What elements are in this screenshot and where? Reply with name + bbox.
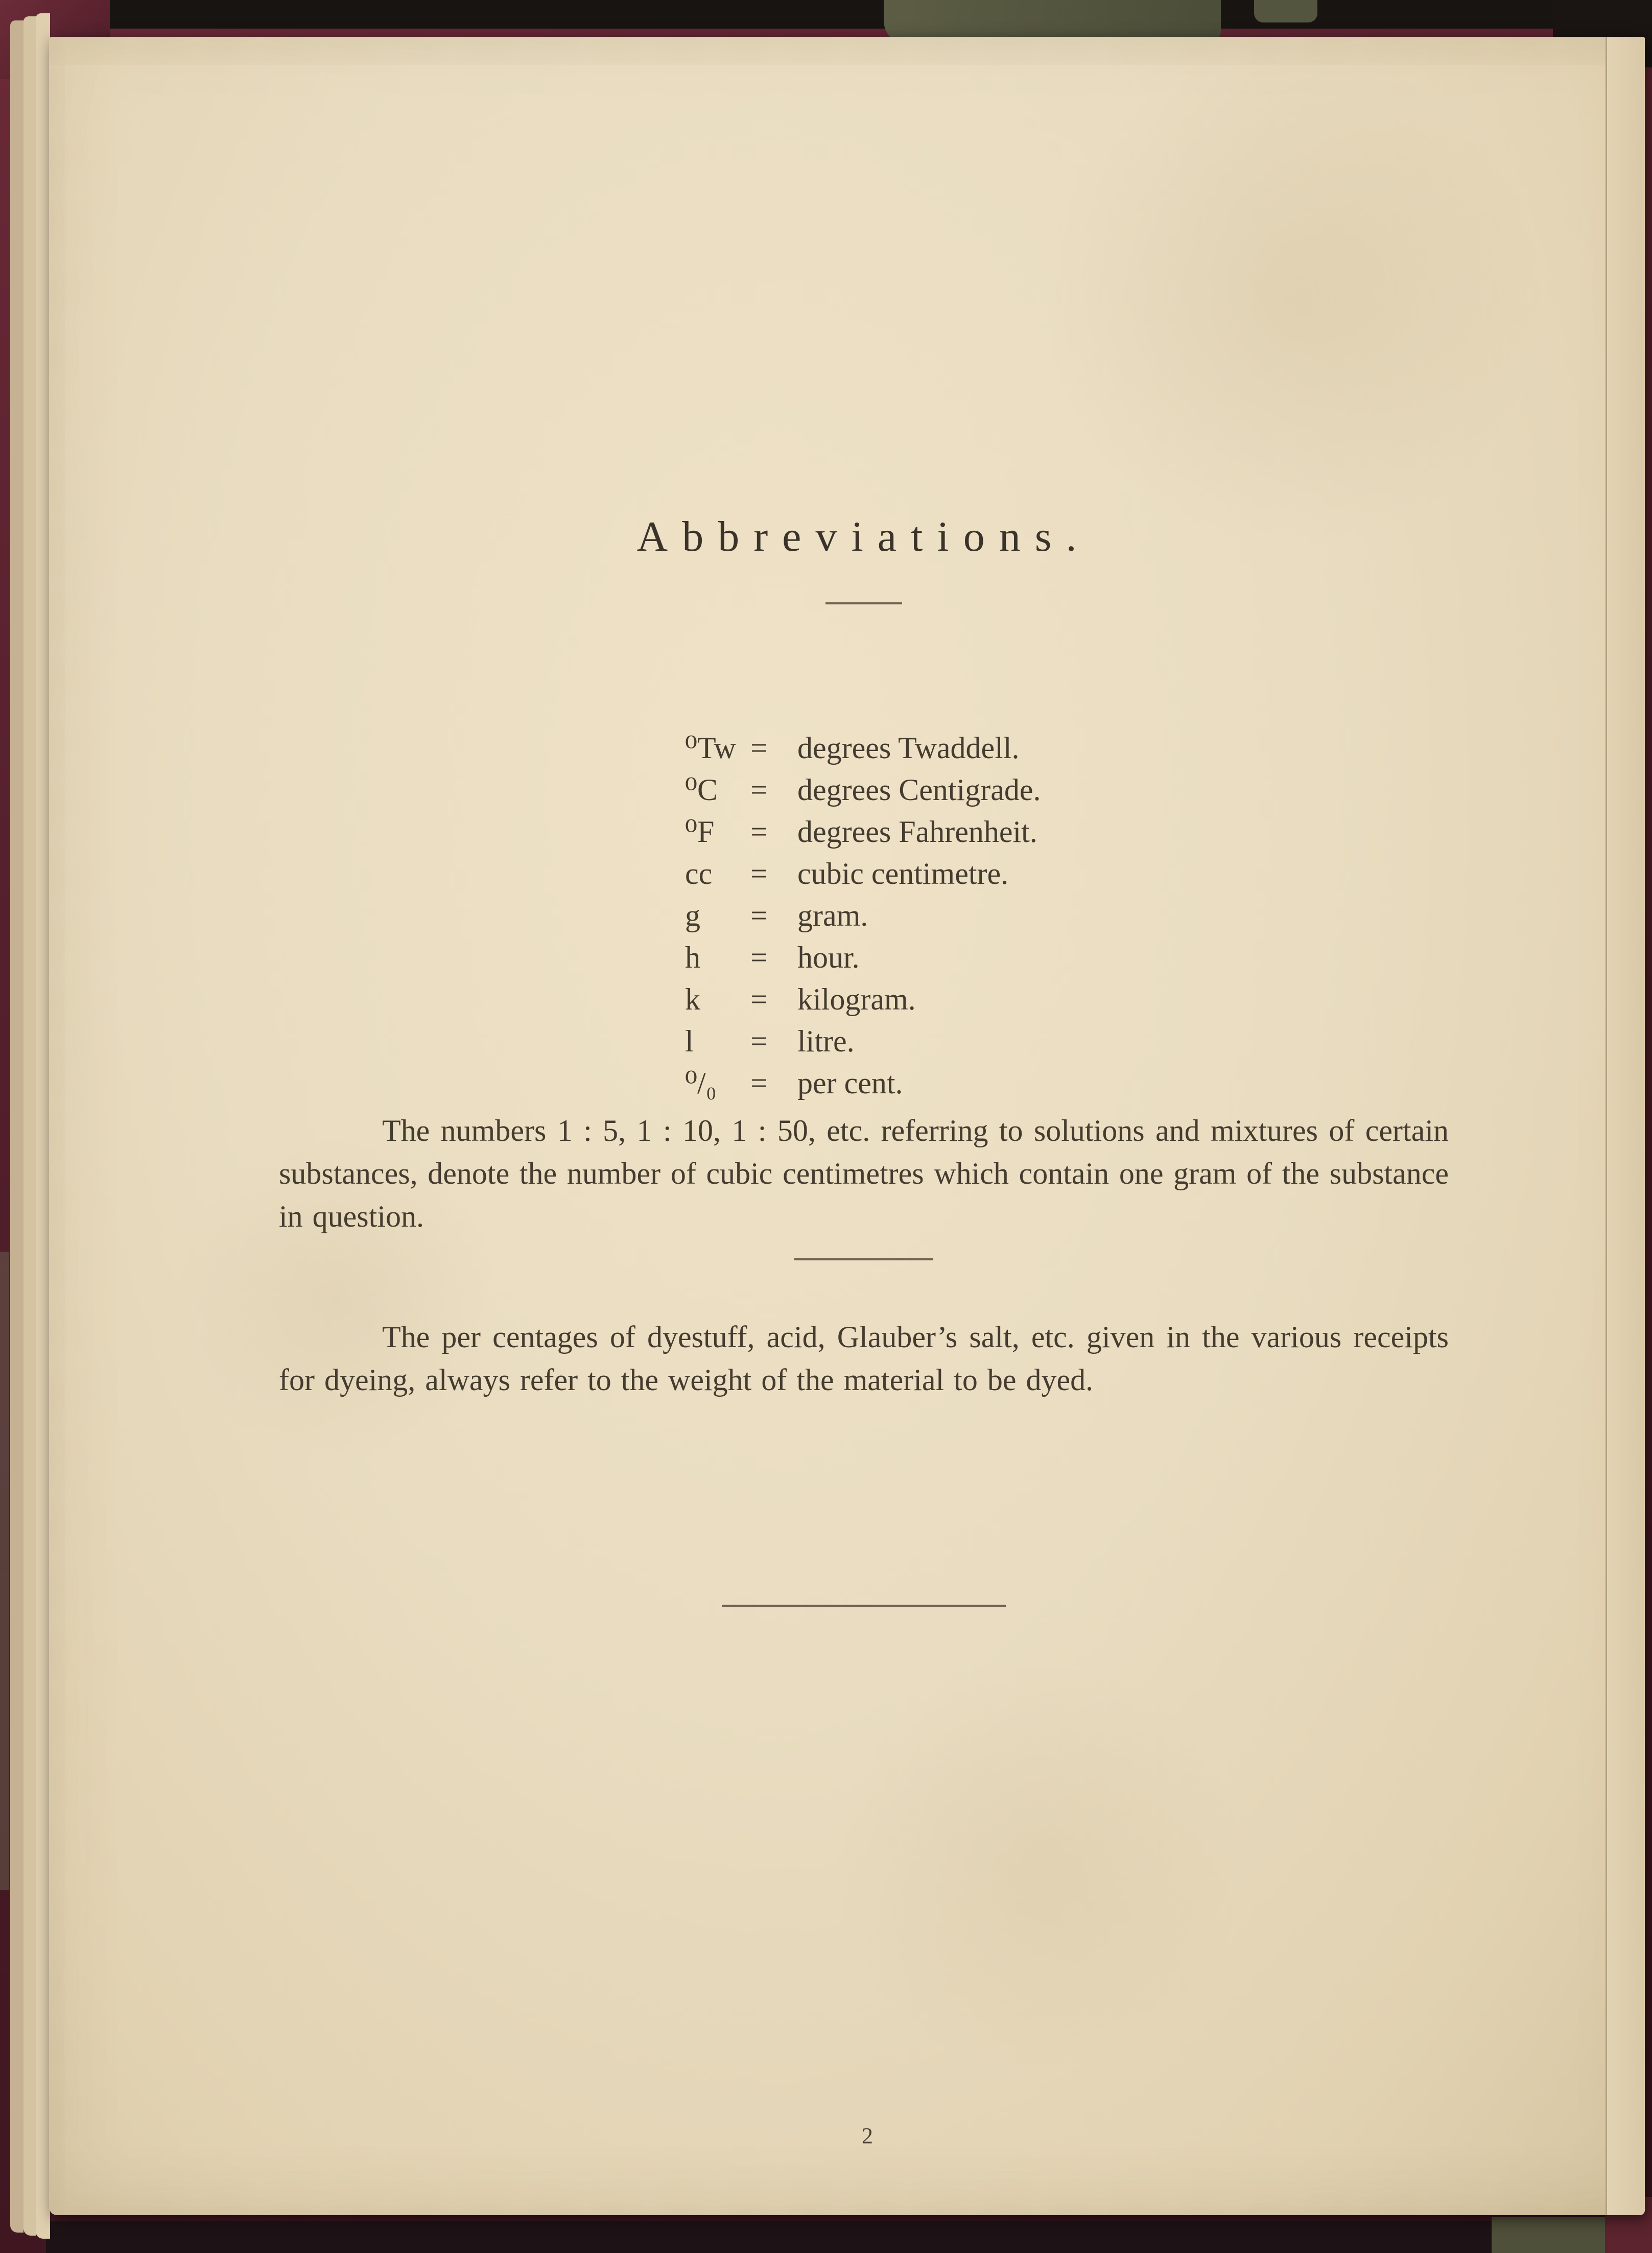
abbreviation-row [685,895,1449,936]
abbreviation-row [685,769,1449,811]
page-title: Abbreviations. [636,513,1091,560]
abbrev-definition: gram. [797,899,868,932]
book-page [49,37,1645,2215]
abbrev-definition: degrees Centigrade. [797,773,1041,807]
page-gutter-edge [1606,37,1645,2215]
cloth-patch-top-right-small [1254,0,1317,22]
abbreviations-list [685,727,1449,1104]
equals-sign: = [750,982,768,1016]
abbrev-symbol: cc [685,857,713,890]
equals-sign: = [750,1066,768,1100]
abbrev-definition: degrees Fahrenheit. [797,815,1037,849]
equals-sign: = [750,773,768,807]
equals-sign: = [750,815,768,849]
equals-sign: = [750,731,768,765]
abbrev-symbol: l [685,1024,694,1058]
abbrev-definition: cubic centimetre. [797,857,1009,890]
abbrev-definition: hour. [797,941,860,974]
abbrev-symbol: ⁰C [685,773,718,807]
section-divider [794,1258,933,1260]
abbrev-symbol: ⁰/₀ [685,1066,717,1100]
cover-bottom-edge [46,2221,1652,2253]
cover-top-edge [0,0,1652,29]
page-content [279,512,1449,1607]
abbrev-symbol: h [685,941,700,974]
abbrev-symbol: ⁰Tw [685,731,736,765]
abbrev-definition: litre. [797,1024,855,1058]
abbrev-definition: kilogram. [797,982,916,1016]
abbrev-symbol: k [685,982,700,1016]
page-edge-stack [36,13,50,2239]
abbreviation-row [685,811,1449,853]
abbreviation-row [685,978,1449,1020]
title-divider [825,602,902,604]
equals-sign: = [750,857,768,890]
abbrev-symbol: g [685,899,700,932]
paragraph-percentages-note: The per centages of dyestuff, acid, Glauber’s salt, etc. given in the various receipts for dyeing, always refer to the weight of the material to be dyed. [279,1320,1449,1397]
equals-sign: = [750,941,768,974]
abbrev-symbol: ⁰F [685,815,715,849]
equals-sign: = [750,899,768,932]
page-edge-stack [23,16,36,2236]
page-number: 2 [862,2123,873,2148]
abbreviation-row [685,936,1449,978]
abbreviation-row [685,853,1449,895]
paragraph-solutions-note: The numbers 1 : 5, 1 : 10, 1 : 50, etc. referring to solutions and mixtures of certain substances, denote the number of cubic centimetres which contain one gram of the substance in question. [279,1114,1449,1233]
abbreviation-row [685,727,1449,769]
abbrev-definition: degrees Twaddell. [797,731,1020,765]
cover-wear-left [0,1252,9,1890]
abbrev-definition: per cent. [797,1066,903,1100]
abbreviation-row [685,1062,1449,1104]
section-divider-long [722,1605,1006,1607]
equals-sign: = [750,1024,768,1058]
abbreviation-row [685,1020,1449,1062]
page-edge-stack [10,20,23,2233]
